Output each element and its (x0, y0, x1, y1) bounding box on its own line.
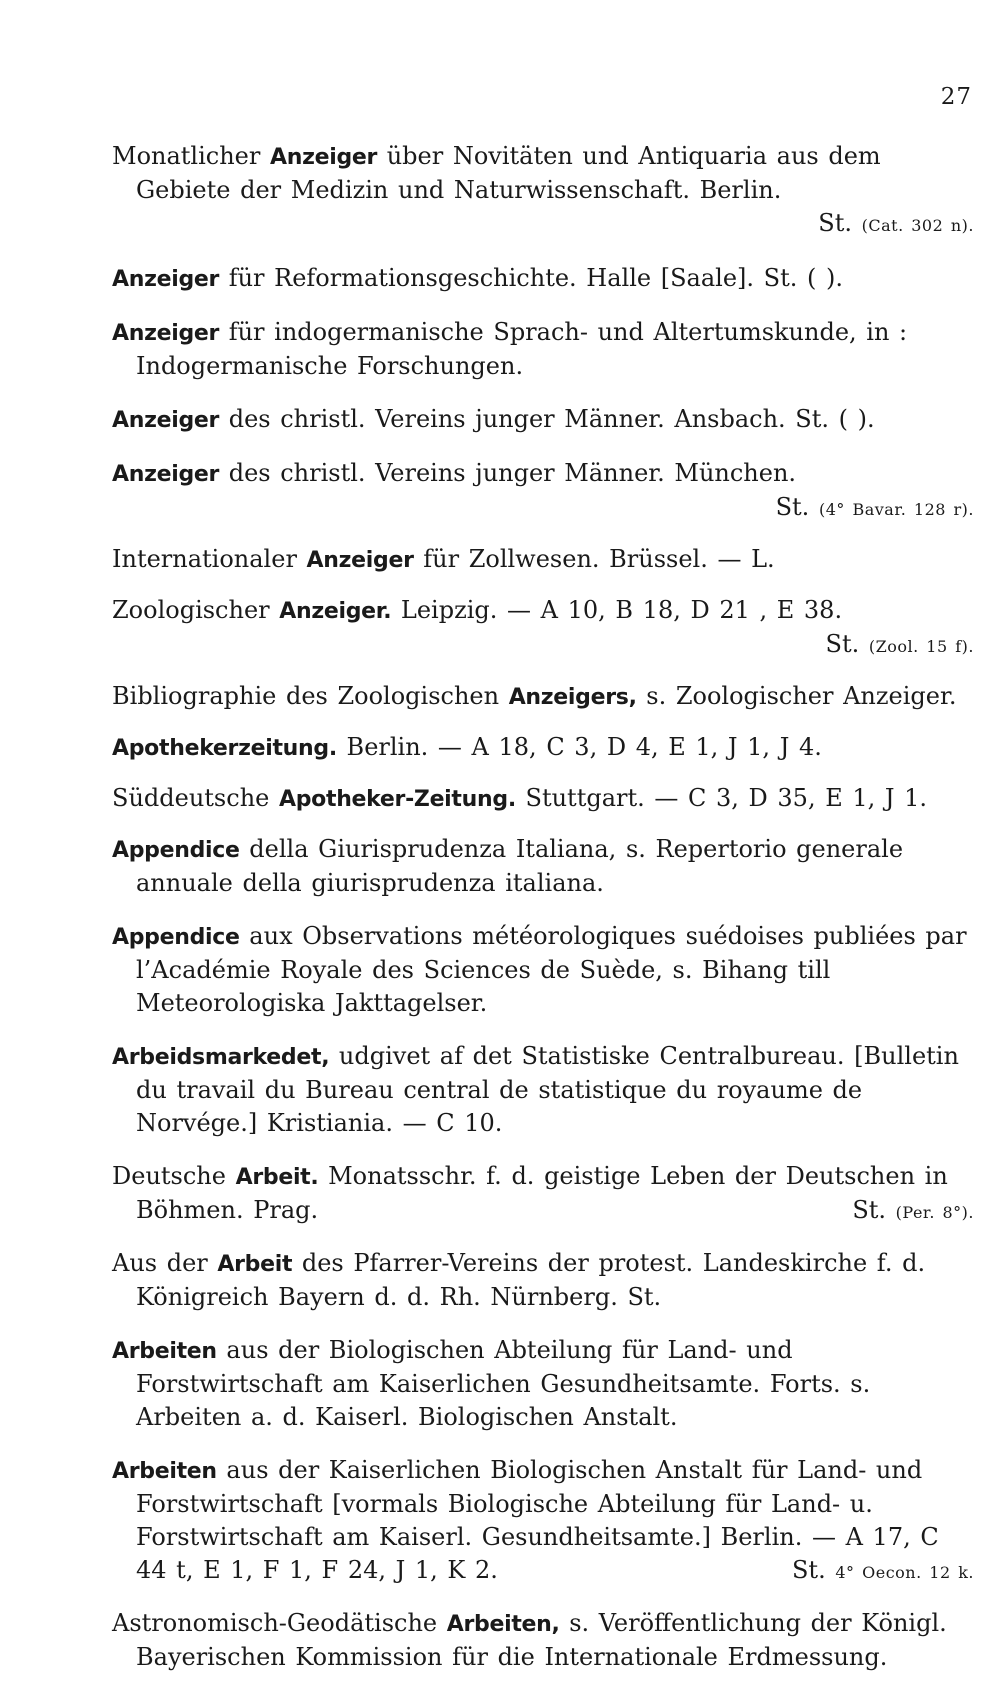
catalog-entry (112, 1607, 974, 1674)
entry-prefix: Süddeutsche (112, 784, 279, 812)
catalog-entry (112, 782, 974, 816)
catalog-entry (112, 833, 974, 900)
catalog-entry (112, 920, 974, 1020)
call-number: (Per. 8°). (895, 1203, 974, 1222)
entry-keyword: Anzeiger (112, 321, 220, 346)
entry-text: Leipzig. — A 10, B 18, D 21 , E 38. (391, 596, 843, 624)
location-code: St. (818, 209, 852, 237)
catalog-entry (112, 1040, 974, 1140)
entry-text: udgivet af det Statistiske Centralbureau. [Bulletin du travail du Bureau central de statistique du royaume de Norvége.] Kristiania. — C 10. (136, 1042, 959, 1137)
entry-text: Stuttgart. — C 3, D 35, E 1, J 1. (515, 784, 928, 812)
entry-keyword: Anzeiger. (279, 599, 392, 624)
catalog-entry (112, 594, 974, 663)
location-code: St. (852, 1196, 887, 1224)
entry-location (792, 1554, 974, 1589)
entry-keyword: Anzeiger (112, 462, 220, 487)
catalog-entry (112, 316, 974, 383)
entry-prefix: Deutsche (112, 1162, 236, 1190)
catalog-entry (112, 543, 974, 577)
entry-keyword: Apothekerzeitung. (112, 736, 337, 761)
location-code: St. (775, 493, 810, 521)
catalog-entry (112, 1160, 974, 1227)
entry-prefix: Monatlicher (112, 142, 270, 170)
entry-keyword: Anzeigers, (508, 685, 637, 710)
entry-text: aus der Kaiserlichen Biologischen Anstalt für Land- und Forstwirtschaft [vormals Biologische Abteilung für Land- u. Forstwirtschaft am Kaiserl. Gesundheitsamte.] Berlin. — A 17, C 44 t, E 1, F 1, F 24, J 1, K 2. (136, 1456, 939, 1584)
entry-text: s. Veröffentlichung der Königl. Bayerischen Kommission für die Internationale Erdmessung. (136, 1609, 947, 1671)
entry-keyword: Anzeiger (306, 548, 414, 573)
entry-keyword: Anzeiger (112, 408, 220, 433)
entry-text: della Giurisprudenza Italiana, s. Repertorio generale annuale della giurisprudenza italiana. (136, 835, 904, 897)
entry-location (136, 207, 974, 242)
entry-keyword: Arbeit. (235, 1165, 319, 1190)
entry-text: aus der Biologischen Abteilung für Land- und Forstwirtschaft am Kaiserlichen Gesundheitsamte. Forts. s. Arbeiten a. d. Kaiserl. Biologischen Anstalt. (136, 1336, 871, 1431)
entry-text: Monatsschr. f. d. geistige Leben der Deutschen in Böhmen. Prag. (136, 1162, 948, 1224)
entry-text: des Pfarrer-Vereins der protest. Landeskirche f. d. Königreich Bayern d. d. Rh. Nürnberg. (136, 1249, 926, 1311)
entry-keyword: Anzeiger (270, 145, 378, 170)
call-number: (4° Bavar. 128 r). (818, 500, 974, 519)
entry-text: aux Observations météorologiques suédoises publiées par l’Académie Royale des Sciences de Suède, s. Bihang till Meteorologiska Jakttagelser. (136, 922, 967, 1017)
location-code: St. (791, 1556, 826, 1584)
entry-prefix: Zoologischer (112, 596, 280, 624)
entry-location (136, 628, 974, 663)
catalog-entries (112, 140, 974, 1694)
entry-prefix: Aus der (112, 1249, 218, 1277)
entry-text: des christl. Vereins junger Männer. Ansbach. St. ( ). (219, 405, 875, 433)
entry-keyword: Arbeit (217, 1252, 293, 1277)
entry-prefix: Internationaler (112, 545, 307, 573)
entry-text: für indogermanische Sprach- und Altertumskunde, in : Indogermanische Forschungen. (136, 318, 908, 380)
entry-text: über Novitäten und Antiquaria aus dem Gebiete der Medizin und Naturwissenschaft. Berlin. (136, 142, 881, 204)
catalog-entry (112, 403, 974, 437)
entry-text: des christl. Vereins junger Männer. München. (219, 459, 797, 487)
entry-location (136, 491, 974, 526)
catalog-entry (112, 1454, 974, 1587)
location-code: St. (825, 630, 860, 658)
entry-prefix: Bibliographie des Zoologischen (112, 682, 509, 710)
entry-text: für Zollwesen. Brüssel. — L. (413, 545, 775, 573)
entry-location (852, 1194, 974, 1229)
catalog-entry (112, 1334, 974, 1434)
location-code: St. (627, 1283, 662, 1311)
entry-keyword: Anzeiger (112, 267, 220, 292)
call-number: 4° Oecon. 12 k. (835, 1563, 974, 1582)
entry-keyword: Arbeiten (112, 1459, 217, 1484)
entry-prefix: Astronomisch-Geodätische (112, 1609, 447, 1637)
entry-keyword: Arbeiten (112, 1339, 217, 1364)
entry-keyword: Appendice (112, 838, 240, 863)
entry-text: Berlin. — A 18, C 3, D 4, E 1, J 1, J 4. (336, 733, 822, 761)
catalog-entry (112, 731, 974, 765)
entry-keyword: Apotheker-Zeitung. (278, 787, 516, 812)
entry-keyword: Arbeidsmarkedet, (112, 1045, 330, 1070)
entry-keyword: Arbeiten, (446, 1612, 560, 1637)
catalog-entry (112, 1247, 974, 1314)
call-number: (Zool. 15 f). (868, 637, 974, 656)
page-number: 27 (940, 84, 972, 110)
catalog-entry (112, 457, 974, 526)
catalog-entry (112, 140, 974, 242)
call-number: (Cat. 302 n). (861, 216, 974, 235)
entry-keyword: Appendice (112, 925, 240, 950)
entry-text: s. Zoologischer Anzeiger. (636, 682, 957, 710)
catalog-entry (112, 680, 974, 714)
catalog-entry (112, 262, 974, 296)
entry-text: für Reformationsgeschichte. Halle [Saale]. St. ( ). (219, 264, 843, 292)
